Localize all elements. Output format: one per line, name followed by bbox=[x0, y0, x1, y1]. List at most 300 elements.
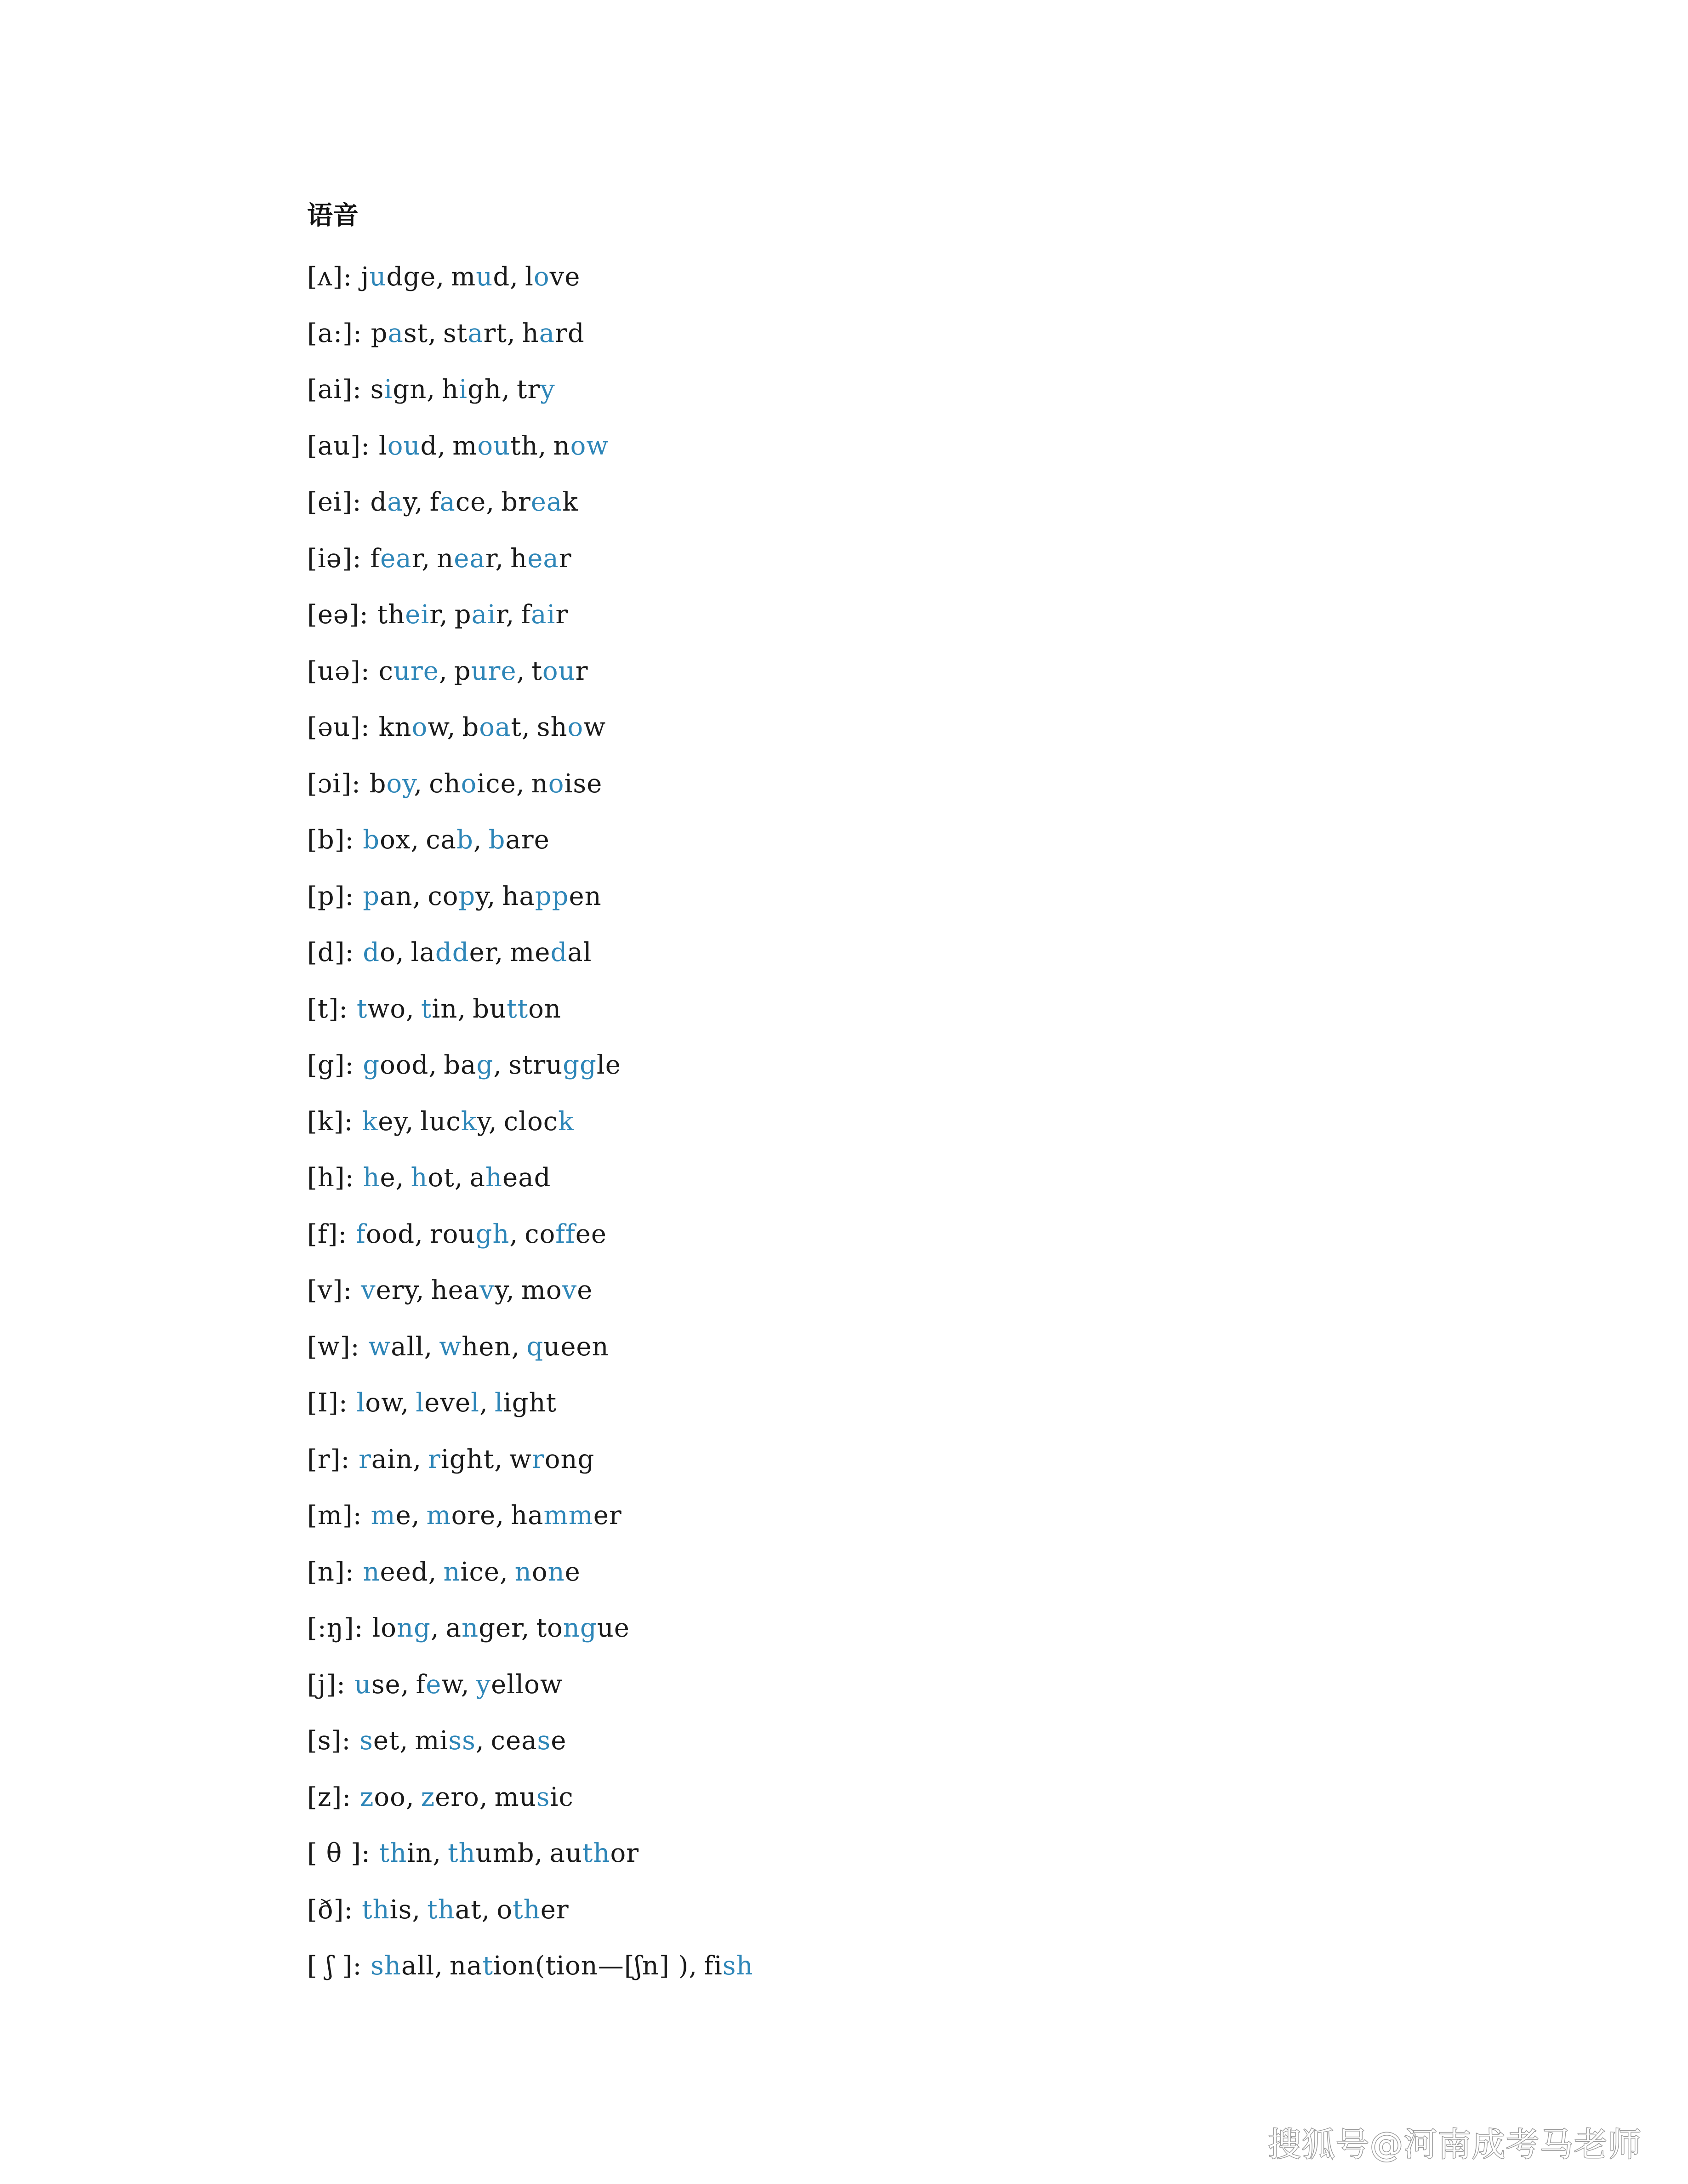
comma: , bbox=[495, 543, 504, 574]
phonetic-symbol: [f] bbox=[307, 1219, 338, 1249]
plain-letters: r bbox=[429, 600, 439, 630]
example-word bbox=[370, 769, 414, 799]
example-word bbox=[420, 1107, 488, 1137]
example-word bbox=[489, 825, 550, 855]
highlighted-letters: ea bbox=[530, 487, 563, 517]
highlighted-letters: g bbox=[476, 1050, 494, 1080]
plain-letters: w bbox=[509, 1444, 532, 1474]
highlighted-letters: r bbox=[531, 1444, 545, 1474]
comma: , bbox=[496, 1501, 505, 1530]
example-word bbox=[437, 544, 495, 574]
comma: , bbox=[509, 1219, 519, 1249]
comma: , bbox=[488, 1106, 497, 1137]
comma: , bbox=[486, 487, 495, 517]
example-word bbox=[510, 544, 571, 574]
plain-letters: h bbox=[510, 543, 528, 574]
plain-letters: rd bbox=[555, 318, 585, 348]
highlighted-letters: s bbox=[359, 1726, 373, 1756]
example-word bbox=[450, 1951, 689, 1981]
highlighted-letters: r bbox=[359, 1444, 371, 1474]
plain-letters: n bbox=[437, 543, 454, 574]
phonetic-symbol: [g] bbox=[307, 1050, 345, 1080]
highlighted-letters: k bbox=[461, 1106, 477, 1137]
plain-letters: rou bbox=[429, 1219, 476, 1249]
example-word bbox=[371, 1951, 434, 1981]
plain-letters: eve bbox=[424, 1388, 471, 1418]
highlighted-letters: h bbox=[411, 1163, 428, 1193]
highlighted-letters: o bbox=[548, 768, 565, 799]
plain-letters: d bbox=[420, 431, 438, 461]
example-word bbox=[502, 882, 601, 911]
example-word bbox=[360, 1782, 406, 1812]
comma: , bbox=[405, 1106, 414, 1137]
highlighted-letters: t bbox=[482, 1951, 493, 1981]
plain-letters: fi bbox=[704, 1951, 723, 1981]
plain-letters: br bbox=[501, 487, 531, 517]
highlighted-letters: o bbox=[461, 768, 477, 799]
phonetic-entry bbox=[307, 1263, 1502, 1319]
highlighted-letters: w bbox=[439, 1331, 462, 1362]
colon-separator: : bbox=[344, 1894, 362, 1925]
comma: , bbox=[428, 1557, 437, 1587]
highlighted-letters: a bbox=[539, 318, 555, 348]
plain-letters: th bbox=[510, 431, 538, 461]
comma: , bbox=[411, 825, 420, 855]
plain-letters: ey bbox=[378, 1106, 405, 1137]
example-word bbox=[411, 1163, 454, 1193]
colon-separator: : bbox=[361, 1838, 379, 1868]
comma: , bbox=[506, 1275, 515, 1305]
highlighted-letters: sh bbox=[371, 1951, 401, 1981]
highlighted-letters: k bbox=[558, 1106, 574, 1137]
plain-letters: a bbox=[445, 1613, 462, 1643]
plain-letters: mo bbox=[521, 1275, 562, 1305]
example-word bbox=[509, 1445, 594, 1474]
example-word bbox=[522, 318, 585, 348]
highlighted-letters: h bbox=[485, 1163, 503, 1193]
plain-letters: ce bbox=[455, 487, 486, 517]
comma: , bbox=[534, 1838, 543, 1868]
example-word bbox=[537, 712, 606, 742]
plain-letters: ain bbox=[371, 1444, 413, 1474]
plain-letters: le bbox=[596, 1050, 621, 1080]
plain-letters: st bbox=[403, 318, 428, 348]
comma: , bbox=[475, 1726, 485, 1756]
plain-letters: mi bbox=[415, 1726, 449, 1756]
highlighted-letters: ff bbox=[555, 1219, 576, 1249]
phonetic-entry bbox=[307, 362, 1502, 418]
example-word bbox=[525, 1219, 607, 1249]
highlighted-letters: th bbox=[513, 1894, 541, 1925]
phonetic-symbol: [iə] bbox=[307, 543, 353, 574]
comma: , bbox=[415, 1219, 423, 1249]
colon-separator: : bbox=[353, 1501, 371, 1530]
comma: , bbox=[437, 431, 446, 461]
comma: , bbox=[400, 1669, 410, 1700]
plain-letters: ead bbox=[502, 1163, 551, 1193]
example-word bbox=[429, 769, 516, 799]
plain-letters: ha bbox=[502, 881, 535, 911]
highlighted-letters: pp bbox=[535, 881, 569, 911]
highlighted-letters: m bbox=[426, 1501, 451, 1530]
example-word bbox=[361, 1275, 416, 1305]
example-word bbox=[421, 994, 458, 1024]
example-word bbox=[359, 1445, 413, 1474]
example-word bbox=[462, 712, 521, 742]
example-word bbox=[430, 1219, 509, 1249]
plain-letters: e bbox=[551, 1726, 567, 1756]
phonetic-symbol: [ʌ] bbox=[307, 262, 343, 292]
example-word bbox=[411, 938, 495, 967]
plain-letters: y bbox=[403, 487, 415, 517]
comma: , bbox=[461, 1669, 470, 1700]
highlighted-letters: f bbox=[356, 1219, 366, 1249]
comma: , bbox=[436, 262, 445, 292]
plain-letters: ice bbox=[460, 1557, 500, 1587]
comma: , bbox=[502, 375, 510, 404]
colon-separator: : bbox=[352, 487, 371, 517]
highlighted-letters: w bbox=[368, 1331, 391, 1362]
comma: , bbox=[481, 1894, 490, 1925]
colon-separator: : bbox=[345, 881, 363, 911]
plain-letters: ha bbox=[511, 1501, 544, 1530]
comma: , bbox=[430, 1613, 439, 1643]
highlighted-letters: b bbox=[363, 825, 380, 855]
phonetic-symbol: [ei] bbox=[307, 487, 353, 517]
highlighted-letters: ure bbox=[471, 656, 517, 686]
plain-letters: ery bbox=[376, 1275, 416, 1305]
plain-letters: ch bbox=[429, 768, 461, 799]
plain-letters: hen bbox=[462, 1331, 512, 1362]
phonetic-entry bbox=[307, 1488, 1502, 1544]
highlighted-letters: e bbox=[426, 1669, 442, 1700]
highlighted-letters: u bbox=[369, 262, 387, 292]
highlighted-letters: t bbox=[421, 994, 432, 1024]
example-word bbox=[470, 1163, 551, 1193]
example-word bbox=[428, 882, 487, 911]
plain-letters: b bbox=[369, 768, 387, 799]
highlighted-letters: ei bbox=[405, 600, 430, 630]
comma: , bbox=[516, 768, 525, 799]
plain-letters: co bbox=[428, 881, 459, 911]
highlighted-letters: r bbox=[428, 1444, 441, 1474]
colon-separator: : bbox=[359, 600, 377, 630]
phonetic-entry bbox=[307, 1769, 1502, 1826]
plain-letters: gh bbox=[468, 375, 502, 404]
highlighted-letters: h bbox=[363, 1163, 380, 1193]
example-word bbox=[553, 431, 609, 461]
comma: , bbox=[506, 600, 515, 630]
plain-letters: l bbox=[378, 431, 388, 461]
example-word bbox=[416, 1388, 479, 1418]
example-word bbox=[357, 1388, 401, 1418]
example-word bbox=[363, 1050, 428, 1080]
colon-separator: : bbox=[343, 1275, 361, 1305]
example-word bbox=[362, 1895, 412, 1925]
plain-letters: r bbox=[496, 600, 506, 630]
plain-letters: p bbox=[371, 318, 388, 348]
plain-letters: se bbox=[371, 1669, 401, 1700]
colon-separator: : bbox=[354, 1613, 372, 1643]
comma: , bbox=[406, 994, 415, 1024]
example-word bbox=[428, 1445, 494, 1474]
highlighted-letters: a bbox=[387, 487, 403, 517]
phonetic-symbol: [p] bbox=[307, 881, 345, 911]
phonetic-entry bbox=[307, 1206, 1502, 1263]
example-word bbox=[495, 1782, 574, 1812]
phonetic-symbol: [r] bbox=[307, 1444, 341, 1474]
example-word bbox=[504, 1107, 574, 1137]
example-word bbox=[510, 938, 592, 967]
phonetic-entry bbox=[307, 1150, 1502, 1206]
highlighted-letters: th bbox=[427, 1894, 455, 1925]
watermark: 搜狐号@河南成考马老师 bbox=[1267, 2125, 1642, 2164]
plain-letters: stru bbox=[508, 1050, 563, 1080]
phonetic-entry bbox=[307, 1319, 1502, 1376]
highlighted-letters: a bbox=[439, 487, 456, 517]
plain-letters: ice bbox=[477, 768, 516, 799]
colon-separator: : bbox=[345, 1557, 363, 1587]
phonetic-symbol: [n] bbox=[307, 1557, 345, 1587]
plain-letters: y bbox=[475, 881, 487, 911]
example-word bbox=[372, 1613, 431, 1643]
highlighted-letters: oy bbox=[386, 768, 414, 799]
plain-letters: m bbox=[451, 262, 476, 292]
highlighted-letters: u bbox=[476, 262, 493, 292]
highlighted-letters: p bbox=[458, 881, 476, 911]
plain-letters: ox bbox=[380, 825, 411, 855]
plain-letters: bu bbox=[473, 994, 507, 1024]
plain-letters: luc bbox=[420, 1106, 461, 1137]
comma: , bbox=[395, 1163, 405, 1193]
colon-separator: : bbox=[336, 1669, 354, 1700]
plain-letters: m bbox=[452, 431, 478, 461]
comma: , bbox=[454, 1163, 463, 1193]
colon-separator: : bbox=[345, 825, 363, 855]
comma: , bbox=[510, 262, 519, 292]
highlighted-letters: n bbox=[443, 1557, 461, 1587]
highlighted-letters: ea bbox=[380, 543, 412, 574]
plain-letters: in bbox=[432, 994, 458, 1024]
phonetic-entry bbox=[307, 306, 1502, 362]
phonetic-entry bbox=[307, 1826, 1502, 1882]
highlighted-letters: dd bbox=[435, 938, 469, 967]
plain-letters: ight bbox=[440, 1444, 495, 1474]
plain-letters: umb bbox=[475, 1838, 535, 1868]
highlighted-letters: ure bbox=[393, 656, 439, 686]
highlighted-letters: ou bbox=[542, 656, 576, 686]
phonetic-entry bbox=[307, 1938, 1502, 1995]
phonetic-symbol: [ ʃ ] bbox=[307, 1951, 353, 1981]
comma: , bbox=[428, 318, 437, 348]
colon-separator: : bbox=[344, 1106, 362, 1137]
example-word bbox=[521, 600, 568, 630]
plain-letters: r bbox=[559, 543, 572, 574]
example-word bbox=[357, 994, 406, 1024]
highlighted-letters: g bbox=[363, 1050, 380, 1080]
plain-letters: r bbox=[411, 543, 422, 574]
highlighted-letters: mm bbox=[543, 1501, 593, 1530]
plain-letters: p bbox=[454, 656, 471, 686]
example-word bbox=[536, 1613, 630, 1643]
plain-letters: er bbox=[540, 1894, 569, 1925]
highlighted-letters: ea bbox=[527, 543, 559, 574]
plain-letters: er bbox=[469, 938, 495, 967]
plain-letters: an bbox=[380, 881, 413, 911]
plain-letters: h bbox=[442, 375, 459, 404]
plain-letters: all bbox=[401, 1951, 435, 1981]
example-word bbox=[476, 1670, 563, 1700]
colon-separator: : bbox=[338, 1388, 357, 1418]
highlighted-letters: i bbox=[459, 375, 468, 404]
colon-separator: : bbox=[351, 768, 370, 799]
highlighted-letters: o bbox=[411, 712, 428, 742]
phonetic-symbol: [ θ ] bbox=[307, 1838, 362, 1868]
example-word bbox=[430, 487, 486, 517]
plain-letters: ise bbox=[564, 768, 603, 799]
example-word bbox=[549, 1838, 639, 1868]
phonetic-symbol: [:ŋ] bbox=[307, 1613, 354, 1643]
colon-separator: : bbox=[352, 543, 371, 574]
plain-letters: r bbox=[485, 543, 496, 574]
highlighted-letters: th bbox=[379, 1838, 407, 1868]
highlighted-letters: l bbox=[416, 1388, 425, 1418]
plain-letters: d bbox=[493, 262, 510, 292]
highlighted-letters: y bbox=[476, 1669, 491, 1700]
example-word bbox=[526, 1332, 609, 1362]
phonetic-entry bbox=[307, 1432, 1502, 1488]
plain-letters: ore bbox=[451, 1501, 496, 1530]
plain-letters: hea bbox=[431, 1275, 480, 1305]
comma: , bbox=[495, 938, 504, 967]
example-word bbox=[454, 656, 517, 686]
phonetic-symbol: [ð] bbox=[307, 1894, 344, 1925]
plain-letters: o bbox=[496, 1894, 513, 1925]
highlighted-letters: ng bbox=[563, 1613, 597, 1643]
plain-letters: ba bbox=[444, 1050, 477, 1080]
plain-letters: y bbox=[477, 1106, 489, 1137]
phonetic-entry bbox=[307, 1657, 1502, 1713]
comma: , bbox=[405, 1782, 415, 1812]
phonetic-entry bbox=[307, 981, 1502, 1038]
highlighted-letters: th bbox=[582, 1838, 610, 1868]
comma: , bbox=[511, 1331, 520, 1362]
plain-letters: p bbox=[454, 600, 472, 630]
highlighted-letters: v bbox=[361, 1275, 376, 1305]
phonetic-entry bbox=[307, 1713, 1502, 1769]
comma: , bbox=[479, 1388, 488, 1418]
example-word bbox=[363, 1163, 395, 1193]
example-word bbox=[451, 262, 510, 292]
phonetic-entry bbox=[307, 587, 1502, 643]
colon-separator: : bbox=[342, 1782, 360, 1812]
colon-separator: : bbox=[343, 262, 361, 292]
example-word bbox=[361, 262, 436, 292]
highlighted-letters: th bbox=[448, 1838, 476, 1868]
comma: , bbox=[499, 1557, 508, 1587]
plain-letters: f bbox=[521, 600, 531, 630]
plain-letters: mu bbox=[494, 1782, 536, 1812]
highlighted-letters: v bbox=[479, 1275, 495, 1305]
highlighted-letters: b bbox=[488, 825, 506, 855]
plain-letters: ight bbox=[503, 1388, 557, 1418]
plain-letters: ion(tion—[ʃn] ) bbox=[493, 1951, 689, 1981]
plain-letters: y bbox=[494, 1275, 507, 1305]
plain-letters: wo bbox=[367, 994, 406, 1024]
comma: , bbox=[395, 938, 405, 967]
plain-letters: th bbox=[377, 600, 405, 630]
plain-letters: ic bbox=[550, 1782, 574, 1812]
example-word bbox=[379, 1838, 433, 1868]
plain-letters: ellow bbox=[491, 1669, 563, 1700]
colon-separator: : bbox=[345, 1163, 363, 1193]
phonetic-symbol: [əu] bbox=[307, 712, 361, 742]
phonetic-entry bbox=[307, 249, 1502, 306]
plain-letters: on bbox=[528, 994, 561, 1024]
highlighted-letters: ea bbox=[454, 543, 485, 574]
plain-letters: tr bbox=[516, 375, 541, 404]
plain-letters: e bbox=[380, 1163, 396, 1193]
highlighted-letters: z bbox=[359, 1782, 374, 1812]
example-word bbox=[416, 1670, 461, 1700]
colon-separator: : bbox=[342, 1726, 360, 1756]
colon-separator: : bbox=[339, 994, 357, 1024]
comma: , bbox=[411, 1501, 420, 1530]
comma: , bbox=[414, 768, 423, 799]
plain-letters: in bbox=[407, 1838, 433, 1868]
phonetic-entry bbox=[307, 531, 1502, 587]
phonetic-symbol: [ɔi] bbox=[307, 768, 352, 799]
example-word bbox=[442, 375, 502, 404]
phonetic-symbol: [z] bbox=[307, 1782, 342, 1812]
plain-letters: ee bbox=[575, 1219, 607, 1249]
phonetic-symbol: [eə] bbox=[307, 600, 359, 630]
highlighted-letters: sh bbox=[722, 1951, 753, 1981]
phonetic-entry bbox=[307, 869, 1502, 925]
example-word bbox=[427, 1895, 481, 1925]
highlighted-letters: tt bbox=[507, 994, 529, 1024]
phonetic-symbol: [a:] bbox=[307, 318, 353, 348]
plain-letters: ero bbox=[435, 1782, 479, 1812]
highlighted-letters: l bbox=[494, 1388, 503, 1418]
plain-letters: sh bbox=[536, 712, 568, 742]
plain-letters: co bbox=[525, 1219, 556, 1249]
plain-letters: ow bbox=[365, 1388, 401, 1418]
phonetic-symbol: [t] bbox=[307, 994, 339, 1024]
highlighted-letters: m bbox=[371, 1501, 396, 1530]
example-word bbox=[362, 1107, 405, 1137]
colon-separator: : bbox=[353, 375, 371, 404]
comma: , bbox=[494, 1444, 503, 1474]
plain-letters: ca bbox=[426, 825, 456, 855]
plain-letters: ger bbox=[479, 1613, 521, 1643]
phonetic-symbol: [h] bbox=[307, 1163, 345, 1193]
example-word bbox=[446, 1613, 521, 1643]
comma: , bbox=[433, 1838, 442, 1868]
plain-letters: dge bbox=[386, 262, 436, 292]
plain-letters: cea bbox=[490, 1726, 537, 1756]
example-word bbox=[421, 1782, 479, 1812]
phonetic-entry bbox=[307, 1094, 1502, 1150]
highlighted-letters: p bbox=[363, 881, 380, 911]
highlighted-letters: gg bbox=[563, 1050, 597, 1080]
example-word bbox=[368, 1332, 424, 1362]
highlighted-letters: ow bbox=[570, 431, 609, 461]
highlighted-letters: t bbox=[356, 994, 368, 1024]
example-word bbox=[363, 1557, 428, 1587]
comma: , bbox=[413, 1444, 422, 1474]
plain-letters: e bbox=[395, 1501, 411, 1530]
